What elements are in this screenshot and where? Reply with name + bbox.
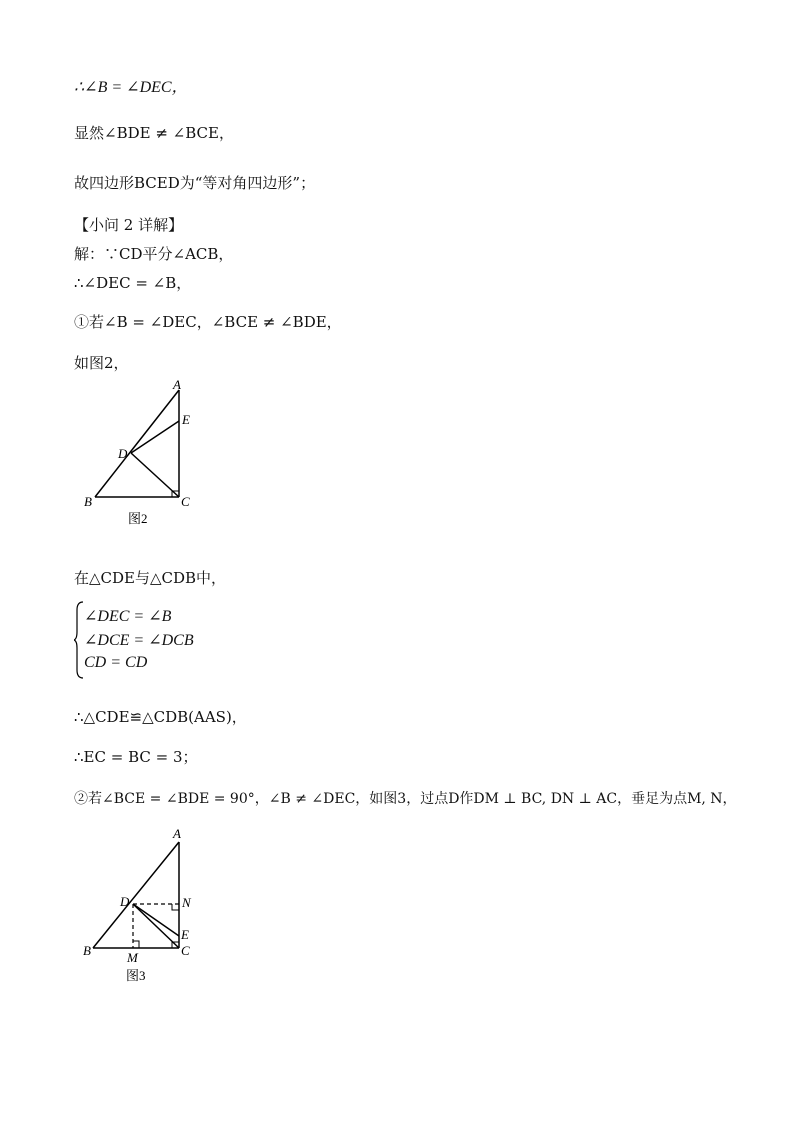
fig3-caption: 图3 bbox=[126, 968, 146, 983]
system-row-2: ∠DCE = ∠DCB bbox=[84, 632, 194, 649]
fig3-label-B: B bbox=[83, 943, 91, 958]
fig2-label-C: C bbox=[181, 494, 190, 509]
text-line-11: ∴EC = BC = 3； bbox=[74, 748, 198, 766]
fig3-label-N: N bbox=[182, 895, 191, 910]
fig2-caption: 图2 bbox=[128, 511, 148, 526]
fig3-label-E: E bbox=[181, 927, 189, 942]
text-line-1: ∴∠B = ∠DEC， bbox=[74, 79, 188, 96]
fig3-label-M: M bbox=[127, 950, 138, 965]
text-line-5: 解：∵CD平分∠ACB， bbox=[74, 245, 234, 263]
text-line-2: 显然∠BDE ≠ ∠BCE， bbox=[74, 124, 234, 142]
figure-2 bbox=[78, 372, 208, 532]
text-line-6: ∴∠DEC = ∠B， bbox=[74, 274, 192, 292]
text-line-3: 故四边形BCED为“等对角四边形”； bbox=[74, 174, 316, 192]
section-heading: 【小问 2 详解】 bbox=[74, 216, 184, 234]
equation-system bbox=[74, 600, 234, 678]
fig3-label-C: C bbox=[181, 943, 190, 958]
system-row-1: ∠DEC = ∠B bbox=[84, 608, 172, 625]
fig2-label-D: D bbox=[118, 446, 128, 461]
fig2-label-A: A bbox=[173, 377, 181, 392]
fig3-label-A: A bbox=[173, 826, 181, 841]
text-line-12: ②若∠BCE = ∠BDE = 90°，∠B ≠ ∠DEC，如图3，过点D作DM ⊥ BC, DN ⊥ AC，垂足为点M, N， bbox=[74, 791, 737, 807]
fig2-label-E: E bbox=[182, 412, 190, 427]
text-line-9: 在△CDE与△CDB中， bbox=[74, 569, 227, 587]
system-row-3: CD = CD bbox=[84, 654, 148, 671]
fig3-label-D: D bbox=[120, 894, 130, 909]
fig2-label-B: B bbox=[84, 494, 92, 509]
figure-3 bbox=[78, 820, 218, 990]
text-line-10: ∴△CDE≌△CDB(AAS)， bbox=[74, 708, 247, 726]
text-line-8: 如图2， bbox=[74, 354, 129, 372]
text-line-7: ①若∠B = ∠DEC，∠BCE ≠ ∠BDE， bbox=[74, 313, 342, 331]
